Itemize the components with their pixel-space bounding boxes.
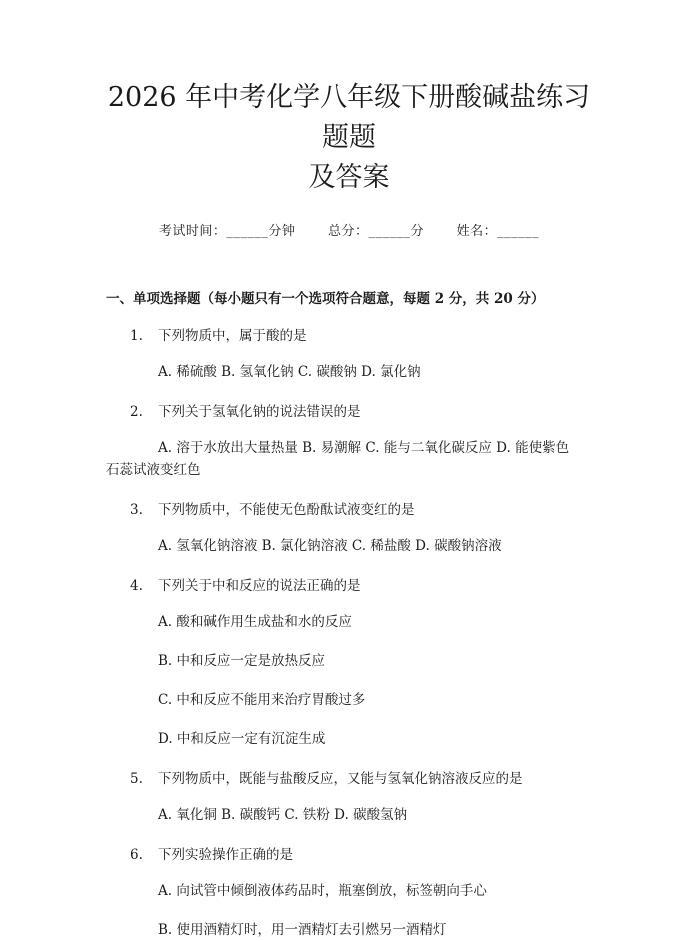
option-d: D. 中和反应一定有沉淀生成 — [158, 731, 326, 747]
section-heading: 一、单项选择题（每小题只有一个选项符合题意，每题 2 分，共 20 分） — [106, 291, 545, 307]
question-number: 3. — [130, 502, 143, 518]
title-line-2: 及答案 — [308, 162, 390, 193]
question-number: 2. — [130, 404, 143, 420]
question-1 — [106, 324, 592, 383]
exam-score: 总分：______分 — [327, 224, 424, 239]
question-options — [106, 437, 592, 481]
question-number: 4. — [130, 578, 143, 594]
question-4 — [106, 574, 592, 750]
student-name: 姓名：______ — [456, 224, 540, 239]
option-a: A. 向试管中倾倒液体药品时，瓶塞倒放，标签朝向手心 — [158, 883, 487, 899]
question-6 — [106, 843, 592, 941]
option-c: C. 中和反应不能用来治疗胃酸过多 — [158, 692, 366, 708]
option-b: B. 中和反应一定是放热反应 — [158, 653, 326, 669]
page-title — [106, 0, 592, 198]
question-text: 下列关于氢氧化钠的说法错误的是 — [158, 404, 361, 420]
title-line-1: 2026 年中考化学八年级下册酸碱盐练习题题 — [107, 82, 591, 153]
exam-time: 考试时间：______分钟 — [158, 224, 296, 239]
question-number: 6. — [130, 847, 143, 863]
question-options: A. 氢氧化钠溶液 B. 氯化钠溶液 C. 稀盐酸 D. 碳酸钠溶液 — [158, 538, 502, 554]
exam-meta — [106, 220, 592, 239]
question-3 — [106, 498, 592, 557]
question-text: 下列实验操作正确的是 — [158, 847, 293, 863]
option-a: A. 酸和碱作用生成盐和水的反应 — [158, 614, 352, 630]
question-number: 5. — [130, 771, 143, 787]
question-text: 下列物质中，既能与盐酸反应，又能与氢氧化钠溶液反应的是 — [158, 771, 523, 787]
options-line-1: A. 溶于水放出大量热量 B. 易潮解 C. 能与二氧化碳反应 D. 能使紫色 — [158, 440, 570, 456]
question-number: 1. — [130, 328, 143, 344]
question-text: 下列物质中，不能使无色酚酞试液变红的是 — [158, 502, 415, 518]
question-options: A. 氧化铜 B. 碳酸钙 C. 铁粉 D. 碳酸氢钠 — [158, 807, 408, 823]
question-text: 下列物质中，属于酸的是 — [158, 328, 307, 344]
question-5 — [106, 767, 592, 826]
question-options: A. 稀硫酸 B. 氢氧化钠 C. 碳酸钠 D. 氯化钠 — [158, 364, 421, 380]
option-b: B. 使用酒精灯时，用一酒精灯去引燃另一酒精灯 — [158, 922, 447, 938]
question-text: 下列关于中和反应的说法正确的是 — [158, 578, 361, 594]
question-2 — [106, 400, 592, 481]
options-line-2: 石蕊试液变红色 — [106, 462, 201, 478]
